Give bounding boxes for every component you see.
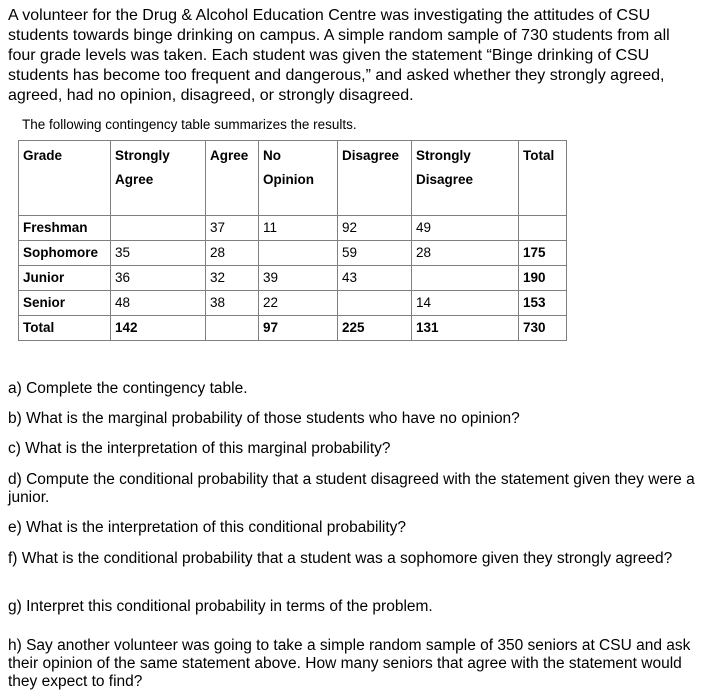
table-cell: 92 (338, 216, 412, 241)
table-cell: 153 (519, 291, 567, 316)
header-no-opinion: No Opinion (259, 141, 338, 216)
table-cell: 175 (519, 241, 567, 266)
header-agree: Agree (206, 141, 259, 216)
table-row-senior (19, 291, 567, 316)
table-cell: 37 (206, 216, 259, 241)
table-cell: Total (19, 316, 111, 341)
table-cell (338, 291, 412, 316)
table-cell: 59 (338, 241, 412, 266)
table-row-freshman (19, 216, 567, 241)
table-cell: 39 (259, 266, 338, 291)
table-cell: 28 (206, 241, 259, 266)
contingency-table (18, 140, 567, 341)
header-disagree: Disagree (338, 141, 412, 216)
table-cell: 28 (412, 241, 519, 266)
table-row-sophomore (19, 241, 567, 266)
table-cell: 131 (412, 316, 519, 341)
table-cell: 49 (412, 216, 519, 241)
table-cell: 48 (111, 291, 206, 316)
table-cell (412, 266, 519, 291)
table-header-row (19, 141, 567, 216)
header-total: Total (519, 141, 567, 216)
table-cell: 97 (259, 316, 338, 341)
table-cell: Freshman (19, 216, 111, 241)
table-cell: 730 (519, 316, 567, 341)
table-cell: 36 (111, 266, 206, 291)
header-strongly-disagree: Strongly Disagree (412, 141, 519, 216)
question-f: f) What is the conditional probability that a student was a sophomore given they strongly agreed? (8, 550, 673, 567)
question-b: b) What is the marginal probability of those students who have no opinion? (8, 410, 520, 427)
table-cell: Junior (19, 266, 111, 291)
table-cell: 22 (259, 291, 338, 316)
question-h: h) Say another volunteer was going to take a simple random sample of 350 seniors at CSU and ask their opinion of the same statement above. How many seniors that agree with the statement would they expect to find? (8, 637, 691, 690)
table-cell: 11 (259, 216, 338, 241)
table-row-total (19, 316, 567, 341)
table-cell (206, 316, 259, 341)
table-cell: 14 (412, 291, 519, 316)
table-cell: 32 (206, 266, 259, 291)
header-grade: Grade (19, 141, 111, 216)
question-g: g) Interpret this conditional probability in terms of the problem. (8, 598, 433, 615)
table-row-junior (19, 266, 567, 291)
table-caption: The following contingency table summarizes the results. (22, 117, 357, 132)
table-cell (111, 216, 206, 241)
question-a: a) Complete the contingency table. (8, 380, 248, 397)
problem-intro: A volunteer for the Drug & Alcohol Education Centre was investigating the attitudes of CSU students towards binge drinking on campus. A simple random sample of 730 students from all four grade levels was taken. Each student was given the statement “Binge drinking of CSU students has become too frequent and dangerous,” and asked whether they strongly agreed, agreed, had no opinion, disagreed, or strongly disagreed. (8, 7, 670, 104)
table-cell: 38 (206, 291, 259, 316)
table-cell: Senior (19, 291, 111, 316)
table-cell: 35 (111, 241, 206, 266)
table-cell: 190 (519, 266, 567, 291)
table-cell: Sophomore (19, 241, 111, 266)
question-e: e) What is the interpretation of this conditional probability? (8, 519, 407, 536)
table-cell (259, 241, 338, 266)
question-d: d) Compute the conditional probability that a student disagreed with the statement given they were a junior. (8, 471, 695, 506)
table-cell: 43 (338, 266, 412, 291)
question-c: c) What is the interpretation of this marginal probability? (8, 440, 391, 457)
table-cell (519, 216, 567, 241)
table-cell: 142 (111, 316, 206, 341)
header-strongly-agree: Strongly Agree (111, 141, 206, 216)
table-cell: 225 (338, 316, 412, 341)
